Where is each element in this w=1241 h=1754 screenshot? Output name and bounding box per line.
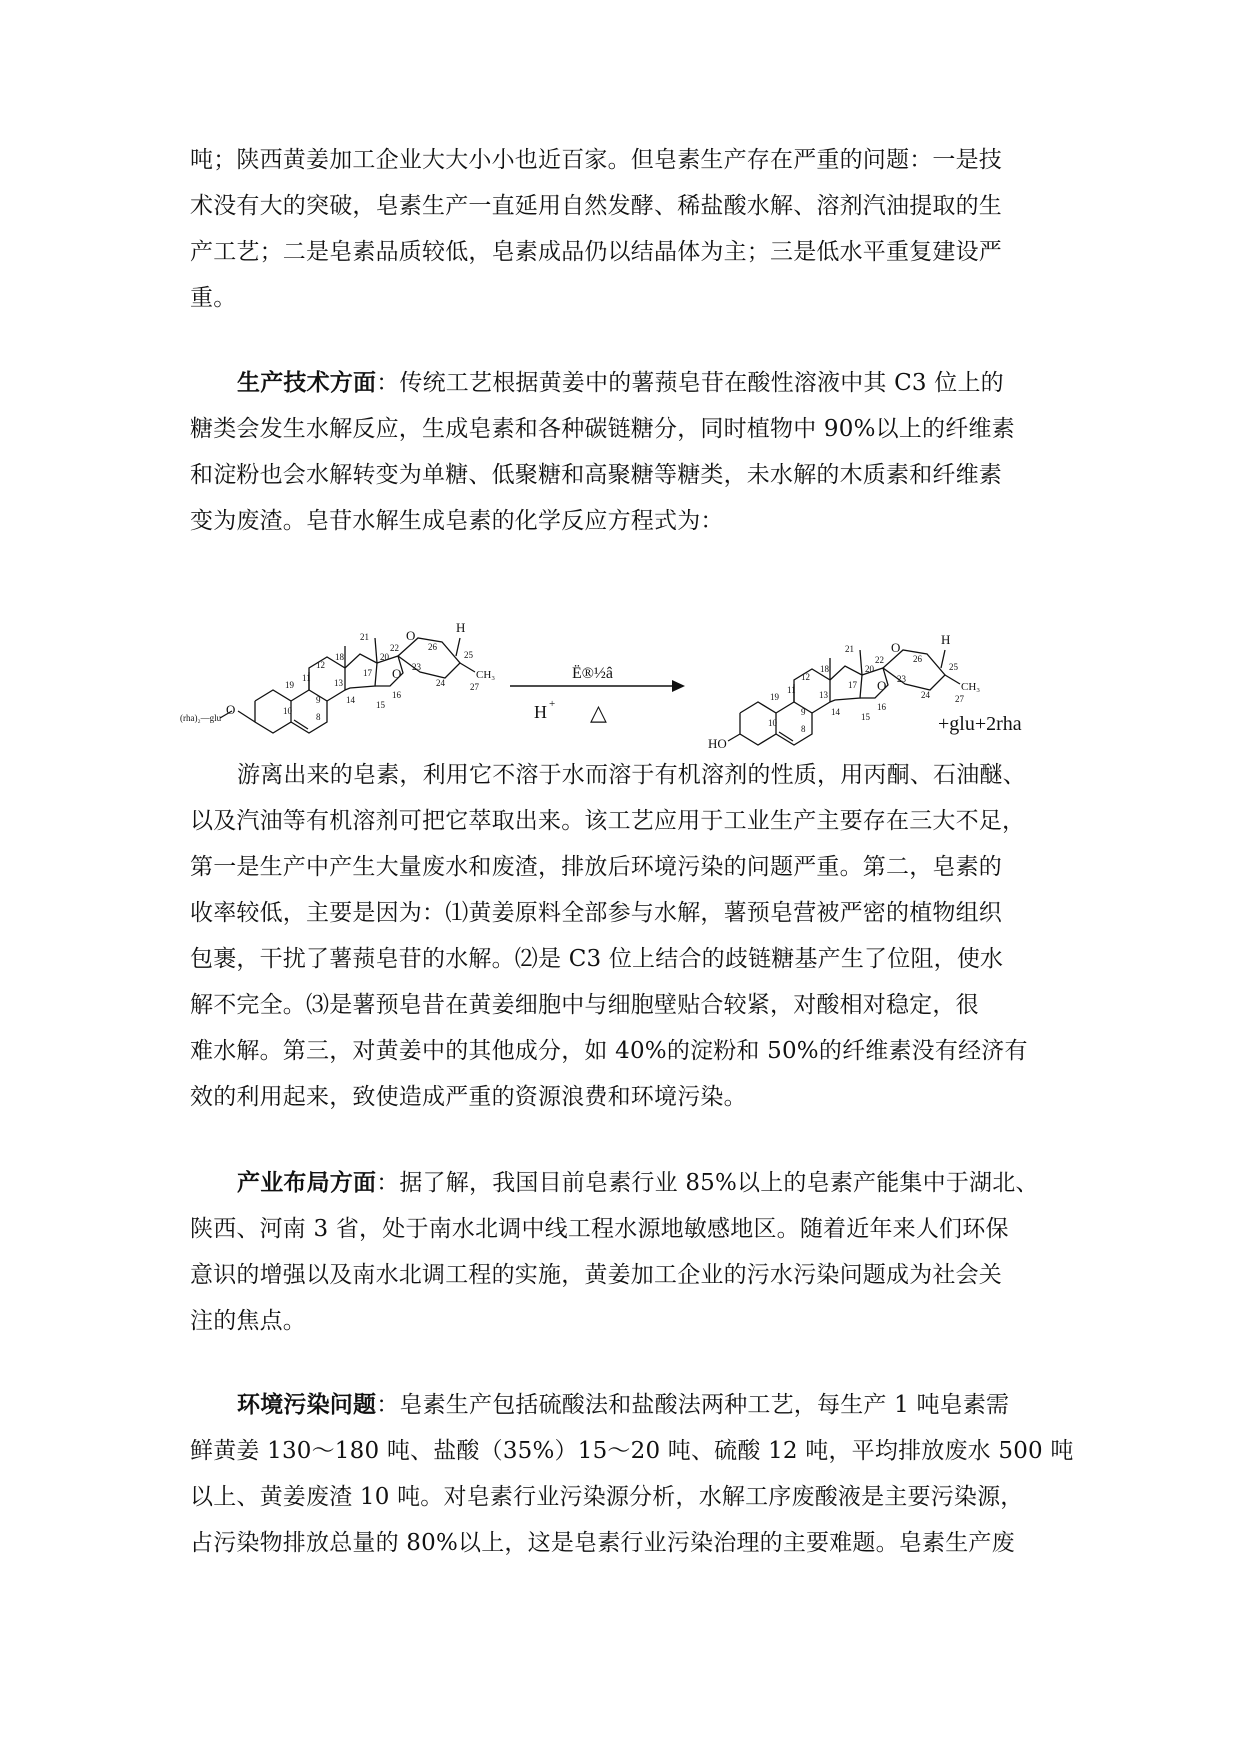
reactant-number-20: 20 bbox=[380, 652, 389, 662]
para5-line-4: 占污染物排放总量的 80%以上，这是皂素行业污染治理的主要难题。皂素生产废 bbox=[190, 1530, 1015, 1556]
para3-line-8: 效的利用起来，致使造成严重的资源浪费和环境污染。 bbox=[190, 1084, 747, 1110]
reactant-number-10: 10 bbox=[283, 706, 292, 716]
product-number-16: 16 bbox=[877, 702, 886, 712]
reactant-number-18: 18 bbox=[335, 652, 344, 662]
reactant-number-22: 22 bbox=[390, 643, 399, 653]
reactant-number-19: 19 bbox=[285, 680, 294, 690]
reactant-number-13: 13 bbox=[334, 678, 343, 688]
product-number-21: 21 bbox=[845, 644, 854, 654]
para3-line-2: 以及汽油等有机溶剂可把它萃取出来。该工艺应用于工业生产主要存在三大不足， bbox=[190, 808, 1026, 834]
reactant-number-17: 17 bbox=[363, 668, 372, 678]
reactant-number-21: 21 bbox=[360, 632, 369, 642]
arrow-plus-label: + bbox=[549, 698, 556, 710]
product-number-8: 8 bbox=[801, 724, 806, 734]
reactant-number-25: 25 bbox=[464, 650, 473, 660]
para2-line-2: 糖类会发生水解反应，生成皂素和各种碳链糖分，同时植物中 90%以上的纤维素 bbox=[190, 416, 1015, 442]
para4-line-3: 意识的增强以及南水北调工程的实施，黄姜加工企业的污水污染问题成为社会关 bbox=[190, 1262, 1002, 1288]
reactant-number-27: 27 bbox=[470, 682, 479, 692]
reaction-diagram bbox=[180, 568, 1060, 760]
para3-line-4: 收率较低，主要是因为：⑴黄姜原料全部参与水解，薯预皂营被严密的植物组织 bbox=[190, 900, 1002, 926]
para5-line-3: 以上、黄姜废渣 10 吨。对皂素行业污染源分析，水解工序废酸液是主要污染源， bbox=[190, 1484, 1024, 1510]
product-number-12: 12 bbox=[801, 672, 810, 682]
reactant-number-8: 8 bbox=[316, 712, 321, 722]
reactant-number-12: 12 bbox=[316, 660, 325, 670]
product-number-15: 15 bbox=[861, 712, 870, 722]
product-methyl: CH₃ bbox=[961, 681, 981, 693]
reactant-number-23: 23 bbox=[412, 662, 421, 672]
heat-delta-icon: △ bbox=[590, 700, 607, 725]
product-ring-oxygen: O bbox=[891, 640, 901, 655]
product-number-13: 13 bbox=[819, 690, 828, 700]
product-number-26: 26 bbox=[913, 654, 922, 664]
reactant-number-26: 26 bbox=[428, 642, 437, 652]
para1-line-2: 术没有大的突破，皂素生产一直延用自然发酵、稀盐酸水解、溶剂汽油提取的生 bbox=[190, 193, 1002, 219]
reactant-methyl: CH₃ bbox=[476, 669, 496, 681]
para2-line-3: 和淀粉也会水解转变为单糖、低聚糖和高聚糖等糖类，未水解的木质素和纤维素 bbox=[190, 462, 1002, 488]
product-number-23: 23 bbox=[897, 674, 906, 684]
arrow-top-label: Ë®½â bbox=[572, 665, 614, 682]
reactant-ring-oxygen: O bbox=[406, 628, 416, 643]
reactant-number-9: 9 bbox=[316, 695, 321, 705]
reactant-number-16: 16 bbox=[392, 690, 401, 700]
para4-line-2: 陕西、河南 3 省，处于南水北调中线工程水源地敏感地区。随着近年来人们环保 bbox=[190, 1216, 1009, 1242]
product-hydroxyl-label: HO bbox=[708, 736, 727, 751]
product-number-27: 27 bbox=[955, 694, 964, 704]
para2-first-text: ：传统工艺根据黄姜中的薯蓣皂苷在酸性溶液中其 C3 位上的 bbox=[376, 370, 1004, 396]
product-number-11: 11 bbox=[787, 685, 796, 695]
reactant-sugar-chain: (rha)₂—glu bbox=[180, 713, 222, 723]
para4-first-line bbox=[237, 1168, 1039, 1198]
para5-first-text: ：皂素生产包括硫酸法和盐酸法两种工艺，每生产 1 吨皂素需 bbox=[376, 1392, 1010, 1418]
hydrolysis-reaction-figure bbox=[180, 568, 1060, 760]
reactant-number-15: 15 bbox=[376, 700, 385, 710]
product-number-17: 17 bbox=[848, 680, 857, 690]
product-number-22: 22 bbox=[875, 655, 884, 665]
para3-line-1: 游离出来的皂素，利用它不溶于水而溶于有机溶剂的性质，用丙酮、石油醚、 bbox=[237, 762, 1026, 788]
reactant-oxygen-label: O bbox=[226, 702, 236, 717]
para3-line-5: 包裹，干扰了薯蓣皂苷的水解。⑵是 C3 位上结合的歧链糖基产生了位阻，使水 bbox=[190, 946, 1004, 972]
product-ring-oxygen-2: O bbox=[877, 678, 887, 693]
product-number-24: 24 bbox=[921, 690, 930, 700]
product-hydrogen: H bbox=[941, 632, 951, 647]
reactant-hydrogen: H bbox=[456, 620, 466, 635]
reactant-ring-oxygen-2: O bbox=[392, 666, 402, 681]
para2-first-line bbox=[237, 368, 1004, 398]
reaction-byproducts: +glu+2rha bbox=[938, 713, 1022, 735]
para1-line-1: 吨；陕西黄姜加工企业大大小小也近百家。但皂素生产存在严重的问题：一是技 bbox=[190, 147, 1002, 173]
product-number-9: 9 bbox=[801, 707, 806, 717]
product-number-18: 18 bbox=[820, 664, 829, 674]
para4-line-4: 注的焦点。 bbox=[190, 1308, 306, 1334]
para3-line-6: 解不完全。⑶是薯预皂昔在黄姜细胞中与细胞壁贴合较紧，对酸相对稳定，很 bbox=[190, 992, 979, 1018]
para5-first-line bbox=[237, 1390, 1009, 1420]
product-number-25: 25 bbox=[949, 662, 958, 672]
reactant-number-14: 14 bbox=[346, 695, 355, 705]
para4-first-text: ：据了解，我国目前皂素行业 85%以上的皂素产能集中于湖北、 bbox=[376, 1170, 1039, 1196]
para3-line-7: 难水解。第三，对黄姜中的其他成分，如 40%的淀粉和 50%的纤维素没有经济有 bbox=[190, 1038, 1028, 1064]
product-number-14: 14 bbox=[831, 707, 840, 717]
para5-line-2: 鲜黄姜 130～180 吨、盐酸（35%）15～20 吨、硫酸 12 吨，平均排放废水 500 吨 bbox=[190, 1438, 1074, 1464]
reactant-number-11: 11 bbox=[302, 673, 311, 683]
arrow-hydrogen-label: H bbox=[534, 702, 547, 722]
para2-line-4: 变为废渣。皂苷水解生成皂素的化学反应方程式为： bbox=[190, 508, 724, 534]
reactant-number-24: 24 bbox=[436, 678, 445, 688]
arrow-head-icon bbox=[672, 680, 685, 692]
product-number-20: 20 bbox=[865, 664, 874, 674]
para1-line-3: 产工艺；二是皂素品质较低，皂素成品仍以结晶体为主；三是低水平重复建设严 bbox=[190, 239, 1002, 265]
product-number-10: 10 bbox=[768, 718, 777, 728]
section-heading-layout: 产业布局方面 bbox=[237, 1170, 377, 1196]
product-number-19: 19 bbox=[770, 692, 779, 702]
para1-line-4: 重。 bbox=[190, 285, 237, 311]
para3-line-3: 第一是生产中产生大量废水和废渣，排放后环境污染的问题严重。第二，皂素的 bbox=[190, 854, 1002, 880]
section-heading-pollution: 环境污染问题 bbox=[237, 1392, 377, 1418]
section-heading-production: 生产技术方面 bbox=[237, 370, 377, 396]
